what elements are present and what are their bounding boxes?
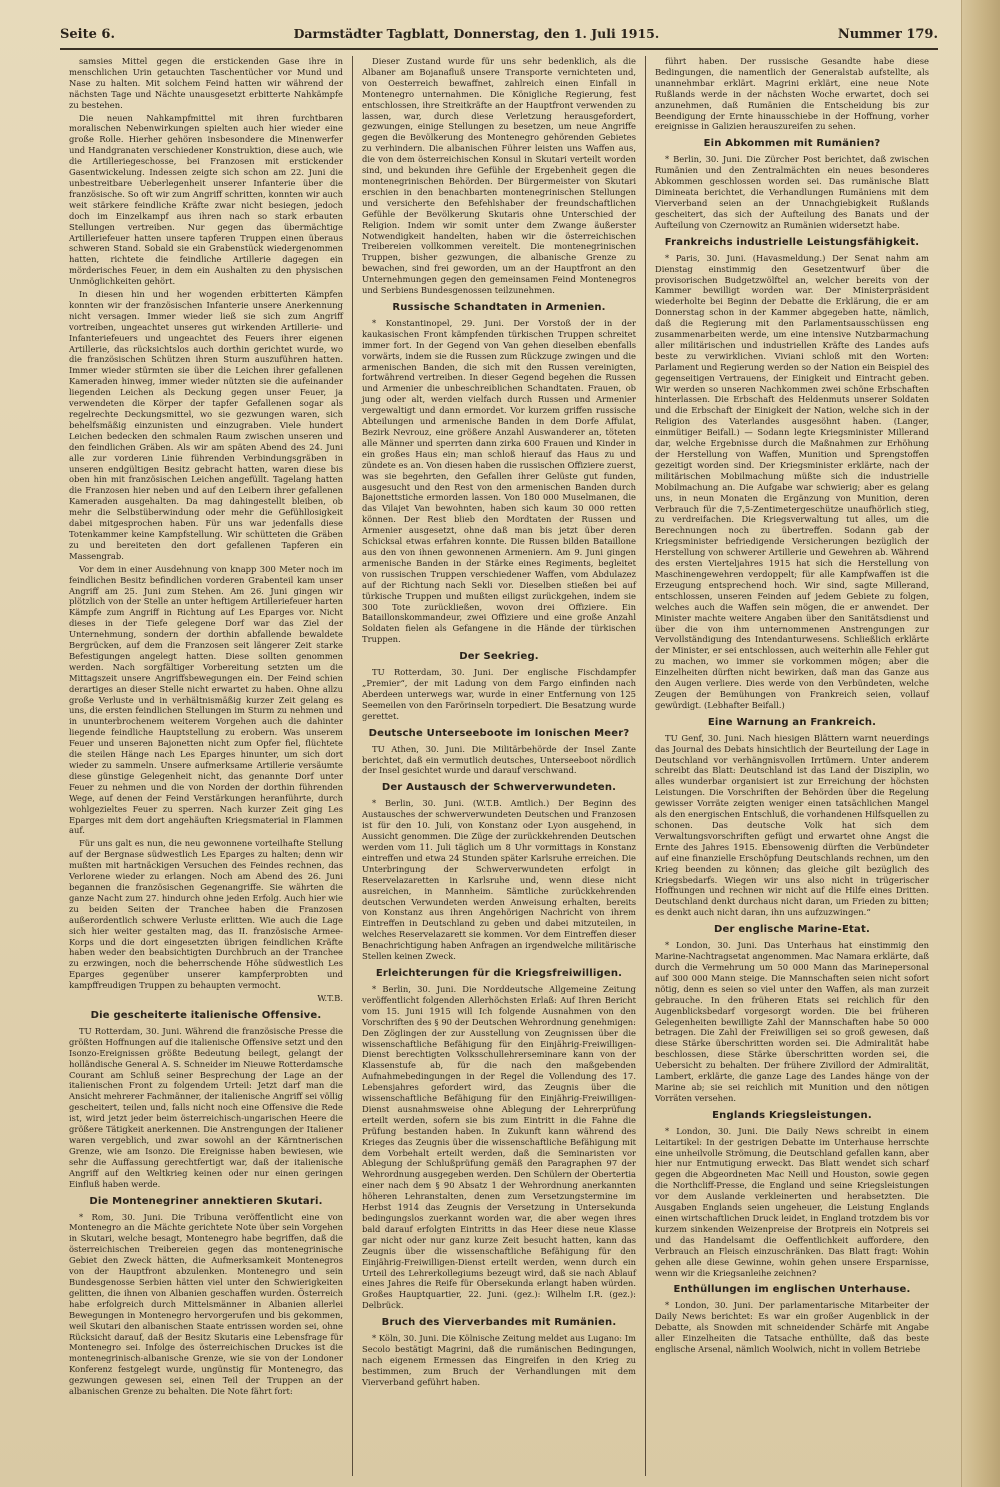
paragraph: * Paris, 30. Juni. (Havasmeldung.) Der Senat nahm am Dienstag einstimmig den Gesetzentwurf über die provisorischen Budgetzwölftel an, welcher bereits von der Kammer bewilligt worden war. Der Ministerpräsident wiederholte bei Beginn der Debatte die Erklärung, die er am Donnerstag schon in der Kammer abgegeben hatte, nämlich, daß die Regierung mit den Parlamentsausschüssen eng zusammenarbeiten werde, um eine intensive Nutzbarmachung aller militärischen und industriellen Kräfte des Landes aufs beste zu verwirklichen. Viviani schloß mit den Worten: Parlament und Regierung werden so der Nation ein Beispiel des gegenseitigen Vertrauens, der Einigkeit und Eintracht geben. Wir werden so unseren Nachkommen zwei schöne Erbschaften hinterlassen. Die Erbschaft des Heldenmuts unserer Soldaten und die Erbschaft der Einigkeit der Nation, welche sich in der Religion des Vaterlandes ausgesöhnt haben. (Langer, einmütiger Beifall.) — Sodann legte Kriegsminister Millerand dar, welche Ergebnisse durch die Maßnahmen zur Erhöhung der Herstellung von Waffen, Munition und Sprengstoffen gezeitigt worden sind. Der Kriegsminister erklärte, nach der militärischen Mobilmachung müßte sich die industrielle Mobilmachung an. Die Aufgabe war schwierig; aber es gelang uns, in neun Monaten die Ergänzung von Munition, deren Verbrauch für die 7,5-Zentimetergeschütze unaufhörlich stieg, zu verdreifachen. Die Kriegsverwaltung tut alles, um die Berechnungen noch zu übertreffen. Sodann gab der Kriegsminister befriedigende Versicherungen bezüglich der Herstellung von schwerer Artillerie und Gewehren ab. Während des ersten Vierteljahres 1915 hat sich die Herstellung von Maschinengewehren verdoppelt; für alle Kampfwaffen ist die Erzeugung entsprechend hoch. Wir sind, sagte Millerand, entschlossen, unseren Feinden auf jedem Gebiete zu folgen, welches auch die Waffen sein mögen, die er anwendet. Der Minister machte weitere Angaben über den Sanitätsdienst und über die von ihm unternommenen Anstrengungen zur Vervollständigung des Intendanturwesens. Schließlich erklärte der Minister, er sei entschlossen, auch weiterhin alle Fehler gut zu machen, wo immer sie vorkommen mögen; aber die Einzelheiten dürften nicht bewirken, daß man das Ganze aus den Augen verliere. Dies werde von den Verbündeten, welche Zeugen der Bemühungen von Frankreich seien, vollauf gewürdigt. (Lebhafter Beifall.) xyxy=(655,252,929,710)
column-left xyxy=(60,56,352,1476)
article-columns xyxy=(60,56,938,1476)
page-edge xyxy=(961,0,1000,1487)
headline-commons-revelations: Enthüllungen im englischen Unterhause. xyxy=(673,1284,911,1296)
headline-romania-break: Bruch des Vierverbandes mit Rumänien. xyxy=(381,1317,617,1329)
paragraph: Vor dem in einer Ausdehnung von knapp 300 Meter noch im feindlichen Besitz befindlichen vorderen Grabenteil kam unser Angriff am 25. Juni zum Stehen. Am 26. Juni gingen wir plötzlich von der Stelle an unter heftigem Artilleriefeuer harten Kämpfe zum Angriff in Richtung auf Les Eparges vor. Nicht dieses in der Tiefe gelegene Dorf war das Ziel der Unternehmung, sondern der dorthin abfallende bewaldete Bergrücken, auf dem die Franzosen seit längerer Zeit starke Befestigungen angelegt hatten. Diese sollten genommen werden. Nach sorgfältiger Vorbereitung setzten um die Mittagszeit unsere Angriffsbewegungen ein. Der Feind schien derartiges an dieser Stelle nicht erwartet zu haben. Ohne allzu große Verluste und in verhältnismäßig kurzer Zeit gelang es uns, die ersten feindlichen Stellungen im Sturm zu nehmen und in ununterbrochenem weiterem Vorgehen auch die dahinter liegende feindliche Hauptstellung zu erobern. Was unserem Feuer und unseren Bajonetten nicht zum Opfer fiel, flüchtete die steilen Hänge nach Les Eparges hinunter, um sich dort wieder zu sammeln. Unsere aufmerksame Artillerie versäumte diese günstige Gelegenheit nicht, das genannte Dorf unter Feuer zu nehmen und die von Norden der dorthin führenden Wege, auf denen der Feind Verstärkungen heranführte, durch wohlgezieltes Feuer zu sperren. Nach kurzer Zeit ging Les Eparges mit dem dort angehäuften Kriegsmaterial in Flammen auf. xyxy=(69,563,343,836)
paragraph: * Berlin, 30. Juni. Die Zürcher Post berichtet, daß zwischen Rumänien und den Zentralmächten ein neues besonderes Abkommen geschlossen worden sei. Das rumänische Blatt Dimineata berichtet, die Verhandlungen Rumäniens mit dem Vierverband seien an der Unnachgiebigkeit Rußlands gescheitert, das sich der Aufteilung des Banats und der Aufteilung von Czernowitz an Rumänien widersetzt habe. xyxy=(655,154,929,230)
headline-volunteers: Erleichterungen für die Kriegsfreiwilligen. xyxy=(375,967,623,979)
paragraph: In diesen hin und her wogenden erbitterten Kämpfen konnten wir der französischen Infanterie unsere Anerkennung nicht versagen. Immer wieder ließ sie sich zum Angriff vortreiben, ungeachtet unseres gut wirkenden Artillerie- und Infanteriefeuers und ungeachtet des Feuers ihrer eigenen Artillerie, das rücksichtslos auch dorthin gerichtet wurde, wo die französischen Schützen ihren Sturm auszuführen hatten. Immer wieder stürmten sie über die Leichen ihrer gefallenen Kameraden hinweg, immer wieder nützten sie die aufeinander liegenden Leichen als Deckung gegen unser Feuer, ja verwendeten die Körper der tapfer Gefallenen sogar als regelrechte Deckungsmittel, wo sie gezwungen waren, sich behelfsmäßig einzunisten und einzugraben. Viele hundert Leichen bedecken den schmalen Raum zwischen unseren und den feindlichen Gräben. Als wir am späten Abend des 24. Juni alle zur vorderen Linie führenden Verbindungsgräben in unseren endgültigen Besitz gebracht hatten, waren diese bis oben hin mit französischen Leichen angefüllt. Tagelang hatten die Franzosen hier neben und auf den Leibern ihrer gefallenen Kameraden ausgehalten. Da mag dahingestellt bleiben, ob mehr die Selbstüberwindung oder mehr die Gefühllosigkeit dabei mitgesprochen haben. Für uns war jedenfalls diese Totenkammer keine Kampfstellung. Wir schütteten die Gräben zu und bereiteten den dort gefallenen Tapferen ein Massengrab. xyxy=(69,289,343,561)
paragraph: * London, 30. Juni. Die Daily News schreibt in einem Leitartikel: In der gestrigen Debatte im Unterhause herrschte eine unheilvolle Strömung, die Deutschland gefallen kann, aber hier nur Entmutigung erweckt. Das Blatt wendet sich scharf gegen die Abgeordneten Mac Neill und Houston, sowie gegen die Northcliff-Presse, die England und seine Kriegsleistungen vor dem Auslande verkleinerten und herabsetzten. Die Ausgaben Englands seien ungeheuer, die Leistung Englands einen wirtschaftlichen Druck leidet, in England trotzdem bis vor kurzem sinkenden Weizenpreise der Brotpreis ein Notpreis sei und das Handelsamt die Oeffentlichkeit auffordere, den Verbrauch an Fleisch einzuschränken. Das Blatt fragt: Wohin gehen alle diese Gewinne, wohin gehen unsere Ersparnisse, wenn wir die Kriegsanleihe zeichnen? xyxy=(655,1125,929,1278)
masthead-title: Darmstädter Tagblatt, Donnerstag, den 1. Juli 1915. xyxy=(293,26,660,41)
issue-number: Nummer 179. xyxy=(837,27,938,42)
paragraph: führt haben. Der russische Gesandte habe diese Bedingungen, die namentlich der Generalstab aufstellte, als unannehmbar erklärt. Magrini erklärt, eine neue Note Rußlands werde in der nächsten Woche erwartet, doch sei anzunehmen, daß Rumänien die Entscheidung bis zur Beendigung der Ernte hinausschiebe in der Hoffnung, vorher ereignisse in Galizien herauszureifen zu sehen. xyxy=(655,56,929,132)
paragraph: samsies Mittel gegen die erstickenden Gase ihre in menschlichen Urin getauchten Taschentücher vor Mund und Nase zu halten. Mit solchem Feind hatten wir während der nächsten Tage und Nächte unausgesetzt erbitterte Nahkämpfe zu bestehen. xyxy=(69,56,343,110)
headline-u-boats-ionian: Deutsche Unterseeboote im Ionischen Meer? xyxy=(368,727,630,739)
headline-warning-france: Eine Warnung an Frankreich. xyxy=(707,716,877,728)
headline-wounded-exchange: Der Austausch der Schwerverwundeten. xyxy=(381,782,617,794)
paragraph: TU Genf, 30. Juni. Nach hiesigen Blättern warnt neuerdings das Journal des Debats hinsichtlich der Beurteilung der Lage in Deutschland vor verhängnisvollen Irrtümern. Unter anderem schreibt das Blatt: Deutschland ist das Land der Disziplin, wo alles wunderbar organisiert ist zur Erreichung der höchsten Leistungen. Die Vorschriften der Behörden über die Regelung gewisser Vorräte zeigten weniger einen tatsächlichen Mangel als den energischen Entschluß, die vorhandenen Hilfsquellen zu schonen. Das deutsche Volk hat sich dem Verwaltungsvorschriften gefügt und erwartet ohne Angst die Ernte des Jahres 1915. Ebensowenig dürften die Verbündeter auf eine finanzielle Erschöpfung Deutschlands rechnen, um den Krieg beenden zu können; das gleiche gilt bezüglich des Kriegsbedarfs. Wiegen wir uns also nicht in trügerischer Hoffnungen und rechnen wir nicht auf die Hilfe eines Dritten. Deutschland denkt durchaus nicht daran, um Frieden zu bitten; es denkt auch nicht daran, ihn uns aufzuzwingen.“ xyxy=(655,732,929,918)
paragraph: TU Rotterdam, 30. Juni. Während die französische Presse die größten Hoffnungen auf die italienische Offensive setzt und den Isonzo-Ereignissen größte Bedeutung beilegt, gelangt der holländische General A. S. Schneider im Nieuwe Rotterdamsche Courant am Schluß seiner Besprechung der Lage an der italienischen Front zu folgendem Urteil: Jetzt darf man die Ansicht mehrerer Fachmänner, der italienische Angriff sei völlig gescheitert, teilen und, falls nicht noch eine Offensive die Rede ist, wird jetzt jeder beim österreichisch-ungarischen Heere die größere Tätigkeit anerkennen. Die Anstrengungen der Italiener waren vergeblich, und zwar sowohl an der Kärntnerischen Grenze, wie am Isonzo. Die Ereignisse haben bewiesen, wie sehr die Auffassung gerechtfertigt war, daß der italienische Angriff auf den Weltkrieg keinen oder nur einen geringen Einfluß haben werde. xyxy=(69,1025,343,1189)
paragraph: * Rom, 30. Juni. Die Tribuna veröffentlicht eine von Montenegro an die Mächte gerichtete Note über sein Vorgehen in Skutari, welche besagt, Montenegro habe begriffen, daß die österreichischen Treibereien gegen das montenegrinische Gebiet den Zweck hätten, die Aufmerksamkeit Montenegros von der Hauptfront abzulenken. Montenegro und sein Bundesgenosse Serbien hätten viel unter den Schwierigkeiten gelitten, die ihnen von Albanien geschaffen wurden. Österreich habe erfolgreich durch Mittelsmänner in Albanien allerlei Bewegungen in Montenegro hervorgerufen und bis gekommen, weil Skutari den albanischen Staate entrissen worden sei, ohne Rücksicht darauf, daß der Besitz Skutaris eine Lebensfrage für Montenegro sei. Infolge des österreichischen Druckes ist die montenegrinisch-albanische Grenze, wie sie von der Londoner Konferenz festgelegt wurde, ungünstig für Montenegro, das gezwungen gewesen sei, einen Teil der Truppen an der albanischen Grenze zu behalten. Die Note fährt fort: xyxy=(69,1211,343,1397)
headline-naval-budget: Der englische Marine-Etat. xyxy=(714,924,870,936)
page-header xyxy=(60,22,938,50)
paragraph: * London, 30. Juni. Der parlamentarische Mitarbeiter der Daily News berichtet: Es war ein großer Augenblick in der Debatte, als Snowden mit schneidender Schärfe mit Angabe aller Einzelheiten die Tatsache enthüllte, daß das beste englische Arsenal, nämlich Woolwich, nicht in vollem Betriebe xyxy=(655,1300,929,1355)
headline-england-war-effort: Englands Kriegsleistungen. xyxy=(712,1109,872,1121)
column-middle xyxy=(352,56,646,1476)
paragraph: * Berlin, 30. Juni. Die Norddeutsche Allgemeine Zeitung veröffentlicht folgenden Allerhöchsten Erlaß: Auf Ihren Bericht vom 15. Juni 1915 will Ich folgende Ausnahmen von den Vorschriften des § 90 der Deutschen Wehrordnung genehmigen: Den Zöglingen der zur Ausstellung von Zeugnissen über die wissenschaftliche Befähigung für den Einjährig-Freiwilligen-Dienst berechtigten Volksschullehrerseminare kann von der Klassenstufe ab, für die nach den maßgebenden Aufnahmebedingungen in der Regel die Vollendung des 17. Lebensjahres gefordert wird, das Zeugnis über die wissenschaftliche Befähigung für den Einjährig-Freiwilligen-Dienst ausnahmsweise ohne Ablegung der Lehrerprüfung erteilt werden, sofern sie bis zum Eintritt in die Fahne die Prüfung bestanden haben. In Zukunft kann während des Krieges das Zeugnis über die wissenschaftliche Befähigung mit dem Vorbehalt erteilt werden, daß die Seminaristen vor Ablegung der Schlußprüfung gemäß den Paragraphen 97 der Wehrordnung ausgegeben werden. Den Schülern der Obertertia einer nach dem § 90 Absatz 1 der Wehrordnung anerkannten höheren Lehranstalten, denen zum Versetzungstermine im Herbst 1914 das Zeugnis der Versetzung in Untersekunda bedingungslos zuerkannt worden war, die aber wegen ihres bald darauf erfolgten Eintritts in das Heer diese neue Klasse gar nicht oder nur ganz kurze Zeit besucht hatten, kann das Zeugnis über die wissenschaftliche Befähigung für den Einjährig-Freiwilligen-Dienst erteilt werden, wenn durch ein Urteil des Lehrerkollegiums bezeugt wird, daß sie nach Ablauf eines Jahres die Reife für Obersekunda erlangt haben würden. Großes Hauptquartier, 22. Juni. (gez.): Wilhelm I.R. (gez.): Delbrück. xyxy=(362,983,636,1311)
paragraph: Für uns galt es nun, die neu gewonnene vorteilhafte Stellung auf der Bergnase südwestlich Les Eparges zu halten; denn wir mußten mit hartnäckigen Versuchen des Feindes rechnen, das Verlorene wieder zu erlangen. Noch am Abend des 26. Juni begannen die französischen Gegenangriffe. Sie währten die ganze Nacht zum 27. hindurch ohne jeden Erfolg. Auch hier wie zu beiden Seiten der Tranchee haben die Franzosen außerordentlich schwere Verluste erlitten. Wie auch die Lage sich hier weiter gestalten mag, das II. französische Armee-Korps und die dort eingesetzten übrigen feindlichen Kräfte haben weder den beabsichtigten Durchbruch an der Tranchee zu erzwingen, noch die beherrschende Höhe südwestlich Les Eparges gegenüber unserer kampferprobten und kampffreudigen Truppen zu behaupten vermocht. xyxy=(69,838,343,991)
headline-naval-war: Der Seekrieg. xyxy=(459,651,539,663)
paragraph: * Konstantinopel, 29. Juni. Der Vorstoß der in der kaukasischen Front kämpfenden türkischen Truppen schreitet immer fort. In der Gegend von Van gehen dieselben ebenfalls vorwärts, indem sie die Russen zum Rückzuge zwingen und die armenischen Banden, die sich mit den Russen vereinigten, fortwährend vertreiben. In dieser Gegend begehen die Russen und Armenier die unbeschreiblichen Schandtaten. Frauen, ob jung oder alt, werden vielfach durch Russen und Armenier vergewaltigt und dann ermordet. Vor kurzem griffen russische Abteilungen und armenische Banden in dem Dorfe Affulat, Bezirk Nevrouz, eine größere Anzahl Auswanderer an, töteten alle Männer und sperrten dann zirka 600 Frauen und Kinder in ein großes Haus ein; man schloß hierauf das Haus zu und zündete es an. Von diesen haben die russischen Offiziere zuerst, was sie begehrten, den Gefallen ihrer Gelüste gut funden, ausgesucht und den Rest von den armenischen Banden durch Bajonettstiche ermorden lassen. Von 180 000 Muselmanen, die das Vilajet Van bewohnten, haben sich kaum 30 000 retten können. Der Rest blieb den Mordtaten der Russen und Armenier ausgesetzt, ohne daß man bis jetzt über deren Schicksal etwas erfahren konnte. Die Russen bilden Bataillone aus den von ihnen gewonnenen Armeniern. Am 9. Juni gingen armenische Banden in der Stärke eines Regiments, begleitet von russischen Truppen verschiedener Waffen, vom Abdulazez auf der Richtung nach Sekli vor. Dieselben stießen bei auf türkische Truppen und mußten eiligst zurückgehen, indem sie 300 Tote zurückließen, wovon drei Offiziere. Ein Bataillonskommandeur, zwei Offiziere und eine große Anzahl Soldaten fielen als Gefangene in die Hände der türkischen Truppen. xyxy=(362,317,636,645)
headline-romania-agreement: Ein Abkommen mit Rumänien? xyxy=(703,138,881,150)
paragraph: * Köln, 30. Juni. Die Kölnische Zeitung meldet aus Lugano: Im Secolo bestätigt Magrini, daß die rumänischen Bedingungen, nach eigenem Ermessen das Eingreifen in den Krieg zu bestimmen, zum Bruch der Verhandlungen mit dem Vierverband geführt haben. xyxy=(362,1333,636,1387)
headline-montenegro-skutari: Die Montenegriner annektieren Skutari. xyxy=(89,1195,323,1207)
headline-armenia: Russische Schandtaten in Armenien. xyxy=(392,301,606,313)
paragraph: TU Rotterdam, 30. Juni. Der englische Fischdampfer „Premier“, der mit Ladung von dem Fargo einfinden nach Aberdeen unterwegs war, wurde in einer Entfernung von 125 Seemeilen von den Farörinseln torpediert. Die Besatzung wurde gerettet. xyxy=(362,667,636,721)
paragraph: Die neuen Nahkampfmittel mit ihren furchtbaren moralischen Nebenwirkungen spielten auch hier wieder eine große Rolle. Hierher gehören insbesondere die Minenwerfer und Handgranaten verschiedener Konstruktion, diese auch, wie die Artilleriegeschosse, bei Franzosen mit erstickender Gasentwickelung. Indessen zeigte sich schon am 22. Juni die unbestreitbare Ueberlegenheit unserer Infanterie über die französische. So oft wir zum Angriff schritten, konnten wir auch weit stärkere feindliche Kräfte zwar nicht besiegen, jedoch doch im Einzelkampf aus ihren nach so stark erbauten Stellungen vertreiben. Nur gegen das übermächtige Artilleriefeuer hatten unsere tapferen Truppen einen überaus schweren Stand. Sobald sie ein Grabenstück wiedergenommen hatten, richtete die feindliche Artillerie dagegen ein mörderisches Feuer, in dem ein Aushalten zu den physischen Unmöglichkeiten gehört. xyxy=(69,112,343,287)
signature: W.T.B. xyxy=(317,993,343,1004)
column-right xyxy=(646,56,938,1476)
headline-france-industry: Frankreichs industrielle Leistungsfähigkeit. xyxy=(664,236,920,248)
paragraph: TU Athen, 30. Juni. Die Militärbehörde der Insel Zante berichtet, daß ein vermutlich deutsches, Unterseeboot nördlich der Insel gesichtet wurde und darauf verschwand. xyxy=(362,743,636,776)
paragraph: * Berlin, 30. Juni. (W.T.B. Amtlich.) Der Beginn des Austausches der schwerverwundeten Deutschen und Franzosen ist für den 10. Juli, von Konstanz oder Lyon ausgehend, in Aussicht genommen. Die Züge der zurückkehrenden Deutschen werden vom 11. Juli täglich um 8 Uhr vormittags in Konstanz eintreffen und etwa 24 Stunden später Karlsruhe erreichen. Die Unterbringung der Schwerverwundeten erfolgt in Reservelazaretten in Karlsruhe und, wenn diese nicht ausreichen, in Mannheim. Sämtliche zurückkehrenden deutschen Verwundeten werden Anweisung erhalten, bereits von Konstanz aus ihren Angehörigen Nachricht von ihrem Eintreffen in Deutschland zu geben und dabei mitzuteilen, in welches Reservelazarett sie kommen. Vor dem Eintreffen dieser Benachrichtigung haben Anfragen an irgendwelche militärische Stellen keinen Zweck. xyxy=(362,798,636,962)
paragraph: Dieser Zustand wurde für uns sehr bedenklich, als die Albaner am Bojanafluß unsere Transporte vernichteten und, von Oesterreich bewaffnet, zahlreich einen Einfall in Montenegro unternahmen. Die Königliche Regierung, fest entschlossen, ihre Streitkräfte an der Hauptfront verwenden zu lassen, war, durch diese Verletzung herausgefordert, gezwungen, einige Stellungen zu besetzen, um neue Angriffe gegen die Bevölkerung des Montenegro gehörenden Gebietes zu verhindern. Die albanischen Führer leisten uns Waffen aus, die von dem österreichischen Konsul in Skutari verteilt worden sind, und bekunden ihre Gefühle der Ergebenheit gegen die montenegrinischen Behörden. Der Bürgermeister von Skutari erschien in den benachbarten montenegrinischen Stellungen und versicherte den Befehlshaber der freundschaftlichen Gefühle der Bevölkerung Skutaris ohne Unterschied der Religion. Indem wir somit unter dem Zwange äußerster Notwendigkeit handelten, haben wir die österreichischen Treibereien vollkommen vereitelt. Die montenegrinischen Truppen, bisher gezwungen, die albanische Grenze zu bewachen, sind frei geworden, um an der Hauptfront an den Unternehmungen gegen den gemeinsamen Feind Montenegros und Serbiens Bundesgenossen teilzunehmen. xyxy=(362,56,636,296)
paragraph: * London, 30. Juni. Das Unterhaus hat einstimmig den Marine-Nachtragsetat angenommen. Mac Namara erklärte, daß durch die Vermehrung um 50 000 Mann das Marinepersonal auf 300 000 Mann steige. Die Mannschaften seien nicht sofort nötig, denn es seien so viel unter den Waffen, als man zurzeit gebrauche. In den früheren Etats sei reichlich für den Augenblicksbedarf vorgesorgt worden. Die bei früheren Gelegenheiten bewilligte Zahl der Mannschaften habe 50 000 betragen. Die Zahl der Freiwilligen sei so groß gewesen, daß diese Stärke überschritten worden sei. Die Admiralität habe beschlossen, diese Stärke überschritten worden sei, die Uebersicht zu behalten. Der frühere Zivillord der Admiralität, Lambert, erklärte, die ganze Lage des Landes hänge von der Marine ab; sie sei reichlich mit Munition und den nötigen Vorräten versehen. xyxy=(655,940,929,1103)
headline-italian-offensive: Die gescheiterte italienische Offensive. xyxy=(90,1009,322,1021)
page-number: Seite 6. xyxy=(60,27,115,42)
